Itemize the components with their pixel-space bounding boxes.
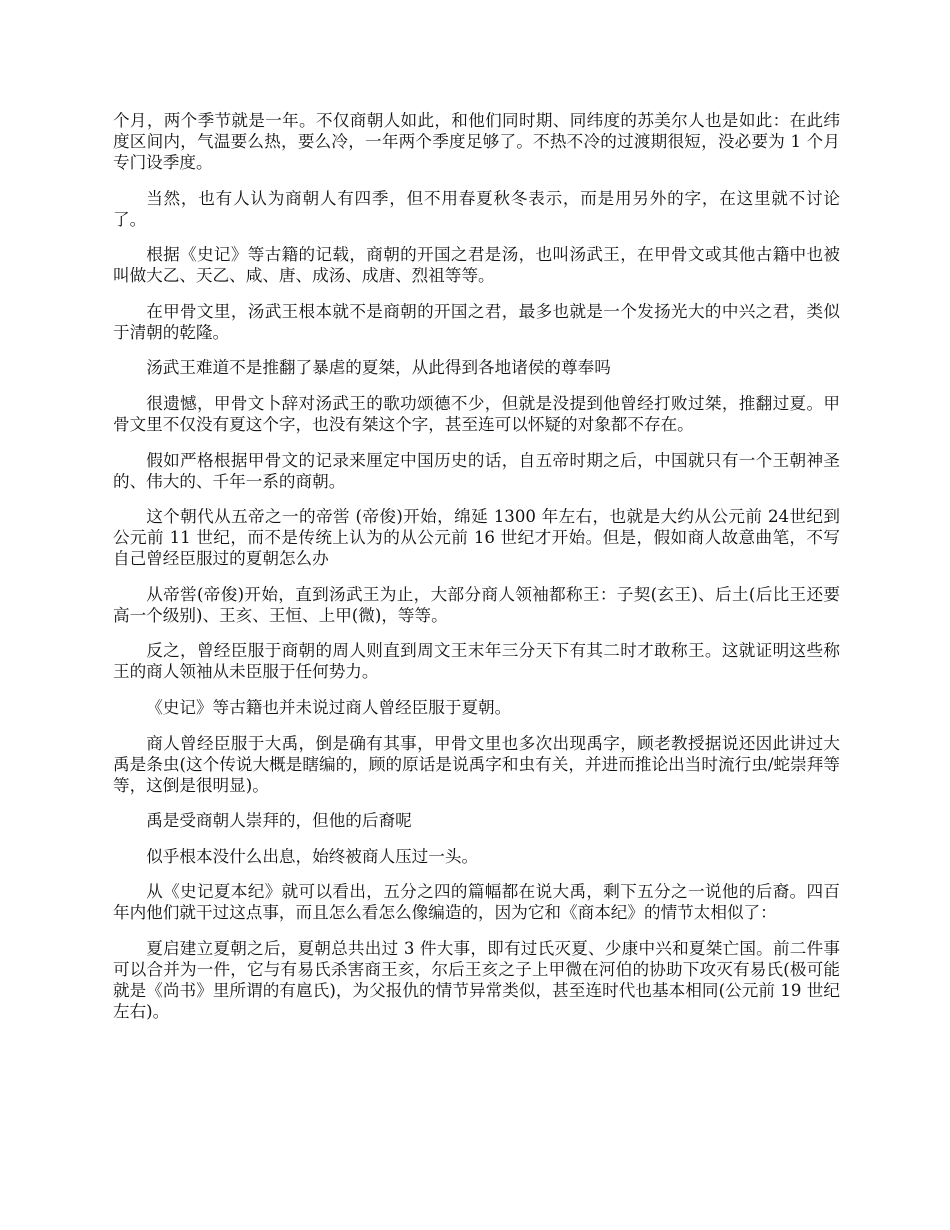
paragraph: 《史记》等古籍也并未说过商人曾经臣服于夏朝。 [146,697,512,717]
paragraph: 禹是受商朝人崇拜的，但他的后裔呢 [146,811,412,831]
paragraph: 个月，两个季节就是一年。不仅商朝人如此，和他们同时期、同纬度的苏美尔人也是如此：在此纬度区间内，气温要么热，要么冷，一年两个季度足够了。不热不冷的过渡期很短，没必要为 1 个月专门设季度。 [113,111,840,172]
paragraph: 从帝喾(帝俊)开始，直到汤武王为止，大部分商人领袖都称王：子契(玄王)、后土(后比王还要高一个级别)、王亥、王恒、上甲(微)，等等。 [113,584,840,625]
paragraph: 商人曾经臣服于大禹，倒是确有其事，甲骨文里也多次出现禹字，顾老教授据说还因此讲过大禹是条虫(这个传说大概是瞎编的，顾的原话是说禹字和虫有关，并进而推论出当时流行虫/蛇崇拜等等，这倒是很明显)。 [113,733,840,795]
paragraph: 这个朝代从五帝之一的帝喾 (帝俊)开始，绵延 1300 年左右，也就是大约从公元前 24世纪到公元前 11 世纪，而不是传统上认为的从公元前 16 世纪才开始。但是，假如商人故意曲笔，不写自己曾经臣服过的夏朝怎么办 [113,507,840,569]
paragraph: 在甲骨文里，汤武王根本就不是商朝的开国之君，最多也就是一个发扬光大的中兴之君，类似于清朝的乾隆。 [113,301,840,342]
paragraph: 根据《史记》等古籍的记载，商朝的开国之君是汤，也叫汤武王，在甲骨文或其他古籍中也被叫做大乙、天乙、咸、唐、成汤、成唐、烈祖等等。 [113,245,840,286]
paragraph: 当然，也有人认为商朝人有四季，但不用春夏秋冬表示，而是用另外的字，在这里就不讨论了。 [113,188,840,229]
paragraph: 汤武王难道不是推翻了暴虐的夏桀，从此得到各地诸侯的尊奉吗 [146,358,611,378]
paragraph: 很遗憾，甲骨文卜辞对汤武王的歌功颂德不少，但就是没提到他曾经打败过桀，推翻过夏。甲骨文里不仅没有夏这个字，也没有桀这个字，甚至连可以怀疑的对象都不存在。 [113,393,840,434]
paragraph: 夏启建立夏朝之后，夏朝总共出过 3 件大事，即有过氏灭夏、少康中兴和夏桀亡国。前二件事可以合并为一件，它与有易氏杀害商王亥，尔后王亥之子上甲微在河伯的协助下攻灭有易氏(极可能就是《尚书》里所谓的有扈氏)，为父报仇的情节异常类似，甚至连时代也基本相同(公元前 19 世纪左右)。 [113,938,840,1021]
paragraph: 从《史记夏本纪》就可以看出，五分之四的篇幅都在说大禹，剩下五分之一说他的后裔。四百年内他们就干过这点事，而且怎么看怎么像编造的，因为它和《商本纪》的情节太相似了： [113,882,840,923]
document-body [113,110,840,1037]
paragraph: 似乎根本没什么出息，始终被商人压过一头。 [146,846,479,866]
paragraph: 假如严格根据甲骨文的记录来厘定中国历史的话，自五帝时期之后，中国就只有一个王朝神圣的、伟大的、千年一系的商朝。 [113,450,840,491]
paragraph: 反之，曾经臣服于商朝的周人则直到周文王末年三分天下有其二时才敢称王。这就证明这些称王的商人领袖从未臣服于任何势力。 [113,641,840,682]
